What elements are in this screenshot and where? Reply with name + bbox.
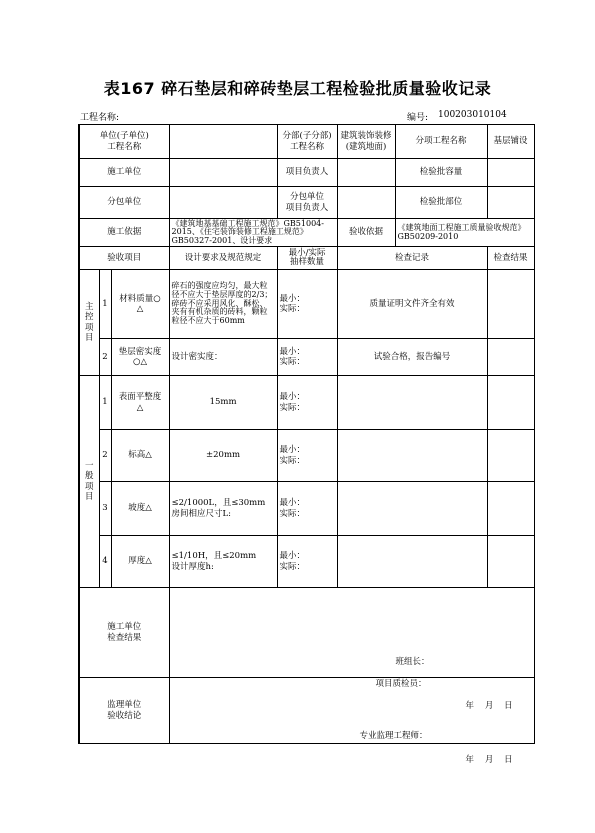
supervision-date: 年 月 日 xyxy=(465,754,513,765)
construction-unit-value[interactable] xyxy=(169,159,277,187)
item-record[interactable] xyxy=(337,536,487,588)
column-header-row xyxy=(79,247,534,270)
item-requirement: 15mm xyxy=(169,376,277,430)
table-row xyxy=(79,430,534,482)
item-requirement: 设计密实度： xyxy=(169,339,277,376)
table-row xyxy=(79,376,534,430)
col-item: 验收项目 xyxy=(79,247,169,270)
project-manager-label: 项目负责人 xyxy=(277,159,337,187)
col-result: 检查结果 xyxy=(487,247,534,270)
item-no: 4 xyxy=(99,536,111,588)
item-result[interactable] xyxy=(487,376,534,430)
table-row xyxy=(79,482,534,536)
item-result[interactable] xyxy=(487,339,534,376)
item-name: 厚度△ xyxy=(111,536,169,588)
item-requirement: ±20mm xyxy=(169,430,277,482)
col-record: 检查记录 xyxy=(337,247,487,270)
basis-row xyxy=(79,219,534,247)
project-name-label: 工程名称: xyxy=(80,113,120,123)
header-row-2 xyxy=(79,159,534,187)
serial-value: 100203010104 xyxy=(438,110,507,120)
header-row-3 xyxy=(79,187,534,219)
item-name: 表面平整度 △ xyxy=(111,376,169,430)
item-record[interactable] xyxy=(337,430,487,482)
item-no: 3 xyxy=(99,482,111,536)
sub-manager-label: 分包单位 项目负责人 xyxy=(277,187,337,219)
item-no: 1 xyxy=(99,376,111,430)
item-sample: 最小： 实际： xyxy=(277,536,337,588)
sub-manager-value[interactable] xyxy=(337,187,395,219)
item-sample: 最小： 实际： xyxy=(277,376,337,430)
item-sample: 最小： 实际： xyxy=(277,482,337,536)
serial-label: 编号: xyxy=(407,113,429,123)
main-items-group-label: 主 控 项 目 xyxy=(79,270,99,376)
team-leader-label: 班组长： xyxy=(395,656,430,667)
unit-project-label: 单位(子单位) 工程名称 xyxy=(79,125,169,159)
acceptance-basis-value: 《建筑地面工程施工质量验收规范》GB50209-2010 xyxy=(395,219,534,247)
subcontractor-label: 分包单位 xyxy=(79,187,169,219)
item-name-value: 基层铺设 xyxy=(487,125,534,159)
unit-project-value[interactable] xyxy=(169,125,277,159)
supervision-label: 监理单位 验收结论 xyxy=(79,678,169,744)
construction-check-label: 施工单位 检查结果 xyxy=(79,588,169,678)
item-result[interactable] xyxy=(487,270,534,339)
inspection-form-table xyxy=(78,124,535,765)
project-manager-value[interactable] xyxy=(337,159,395,187)
item-record[interactable] xyxy=(337,482,487,536)
basis-label: 施工依据 xyxy=(79,219,169,247)
table-row xyxy=(79,339,534,376)
item-record: 质量证明文件齐全有效 xyxy=(337,270,487,339)
item-name-label: 分项工程名称 xyxy=(395,125,487,159)
construction-date: 年 月 日 xyxy=(465,700,513,711)
construction-check-row xyxy=(79,588,534,678)
item-name: 标高△ xyxy=(111,430,169,482)
item-name: 材料质量○ △ xyxy=(111,270,169,339)
item-name: 坡度△ xyxy=(111,482,169,536)
item-name: 垫层密实度 ○△ xyxy=(111,339,169,376)
construction-unit-label: 施工单位 xyxy=(79,159,169,187)
quality-inspector-label: 项目质检员： xyxy=(375,678,427,689)
batch-location-value[interactable] xyxy=(487,187,534,219)
item-record[interactable] xyxy=(337,376,487,430)
construction-check-area[interactable] xyxy=(169,588,534,711)
col-sample: 最小/实际 抽样数量 xyxy=(277,247,337,270)
item-requirement: ≤1/10H，且≤20mm 设计厚度h: xyxy=(169,536,277,588)
item-result[interactable] xyxy=(487,482,534,536)
batch-location-label: 检验批部位 xyxy=(395,187,487,219)
item-result[interactable] xyxy=(487,536,534,588)
item-sample: 最小： 实际： xyxy=(277,270,337,339)
item-sample: 最小： 实际： xyxy=(277,339,337,376)
item-sample: 最小： 实际： xyxy=(277,430,337,482)
batch-capacity-value[interactable] xyxy=(487,159,534,187)
item-requirement: ≤2/1000L，且≤30mm 房间相应尺寸L: xyxy=(169,482,277,536)
col-requirement: 设计要求及规范规定 xyxy=(169,247,277,270)
batch-capacity-label: 检验批容量 xyxy=(395,159,487,187)
basis-value: 《建筑地基基础工程施工规范》GB51004-2015、《住宅装饰装修工程施工规范》GB50327-2001、设计要求 xyxy=(169,219,337,247)
subsection-label: 分部(子分部) 工程名称 xyxy=(277,125,337,159)
acceptance-basis-label: 验收依据 xyxy=(337,219,395,247)
table-row xyxy=(79,536,534,588)
table-row xyxy=(79,270,534,339)
item-no: 1 xyxy=(99,270,111,339)
item-no: 2 xyxy=(99,430,111,482)
general-items-group-label: 一 般 项 目 xyxy=(79,376,99,588)
item-no: 2 xyxy=(99,339,111,376)
subcontractor-value[interactable] xyxy=(169,187,277,219)
item-requirement: 碎石的强度应均匀，最大粒径不应大于垫层厚度的2/3；碎砖不应采用风化、酥松、夹有有机杂质的砖料，颗粒粒径不应大于60mm xyxy=(169,270,277,339)
subsection-value: 建筑装饰装修 (建筑地面) xyxy=(337,125,395,159)
supervising-engineer-label: 专业监理工程师： xyxy=(359,730,428,741)
item-record: 试验合格，报告编号 xyxy=(337,339,487,376)
item-result[interactable] xyxy=(487,430,534,482)
header-row-1 xyxy=(79,125,534,159)
form-title: 表167 碎石垫层和碎砖垫层工程检验批质量验收记录 xyxy=(103,79,492,98)
